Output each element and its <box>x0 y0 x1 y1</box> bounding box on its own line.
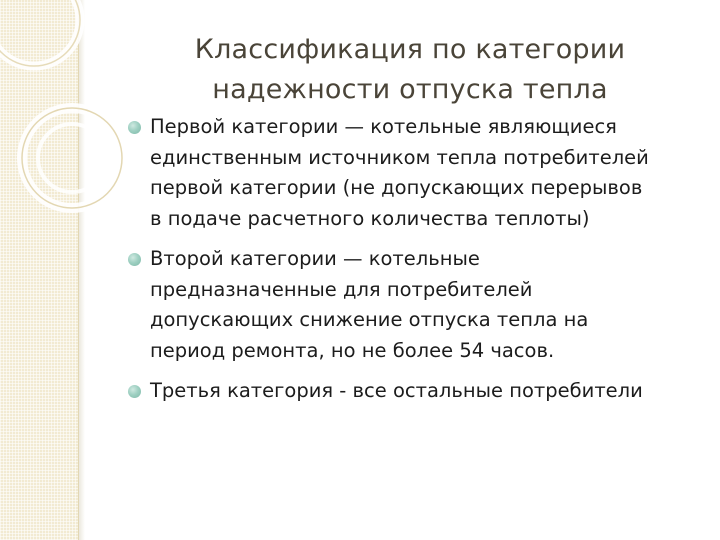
bullet-2-line-1: Второй категории — котельные <box>150 247 480 270</box>
bullet-dot-icon <box>128 121 141 134</box>
decorative-circles-icon <box>0 0 140 230</box>
slide-title-line-2: надежности отпуска тепла <box>212 74 608 105</box>
slide-title-line-1: Классификация по категории <box>194 34 626 65</box>
slide-title <box>160 30 660 110</box>
bullet-item-second-category <box>128 244 700 366</box>
bullet-dot-icon <box>128 253 141 266</box>
bullet-item-third-category <box>128 376 700 407</box>
bullet-2-line-4: период ремонта, но не более 54 часов. <box>150 338 555 362</box>
bullet-1-line-3: первой категории (не допускающих перерывов <box>150 176 643 199</box>
bullet-1-line-4: в подаче расчетного количества теплоты) <box>150 206 590 230</box>
bullet-3-line-1: Третья категория - все остальные потребители <box>150 379 643 402</box>
bullet-2-line-2: предназначенные для потребителей <box>150 277 533 301</box>
bullet-2-line-3: допускающих снижение отпуска тепла на <box>150 308 589 331</box>
bullet-list <box>128 112 700 417</box>
bullet-1-line-2: единственным источником тепла потребителей <box>150 145 649 169</box>
bullet-item-first-category <box>128 112 700 234</box>
bullet-1-line-1: Первой категории — котельные являющиеся <box>150 115 617 138</box>
bullet-dot-icon <box>128 385 141 398</box>
